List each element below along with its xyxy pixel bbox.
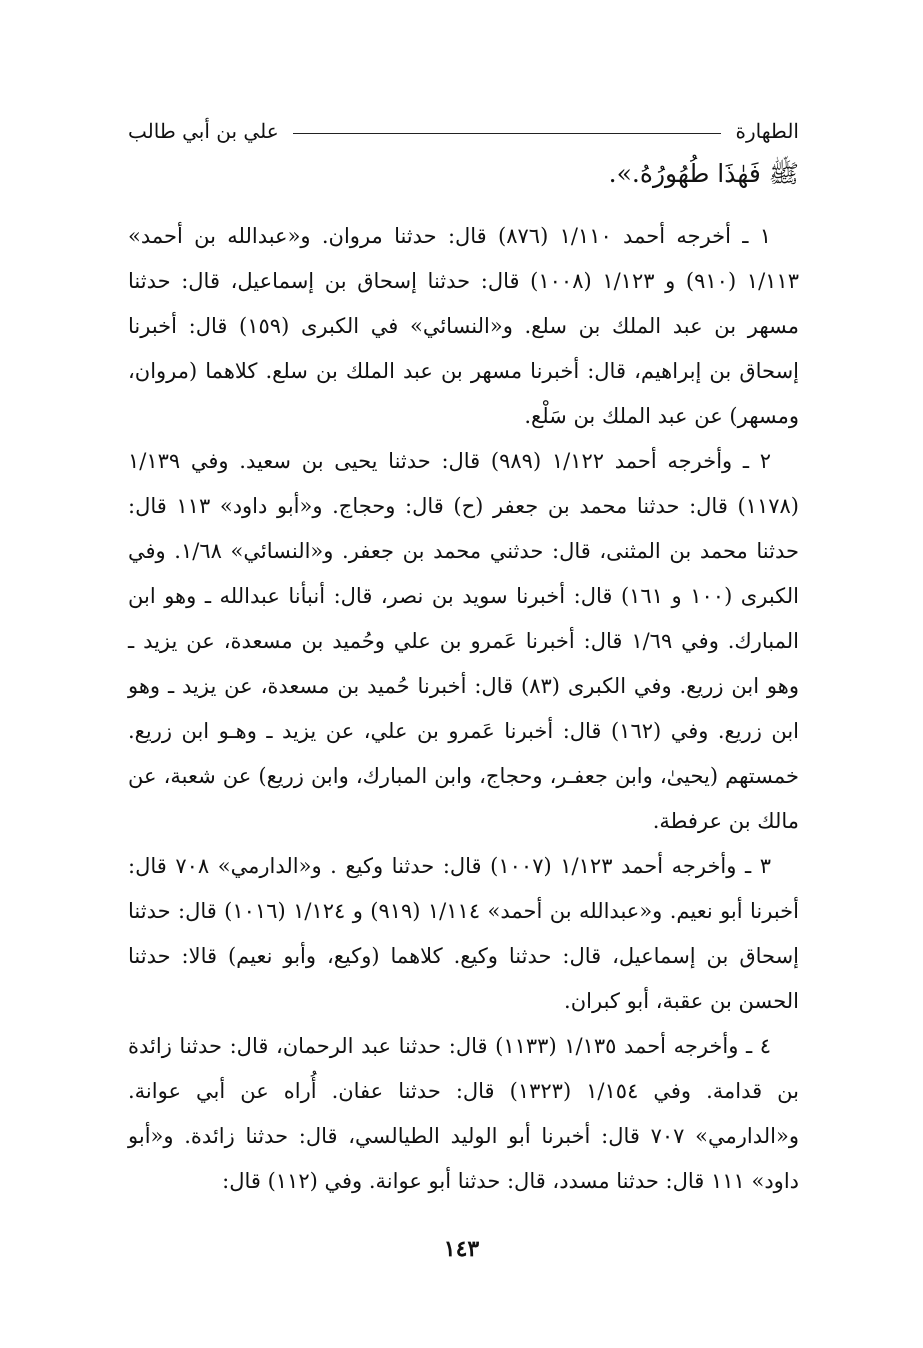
header-book-title: علي بن أبي طالب [128,119,279,143]
footnote-4: ٤ ـ وأخرجه أحمد ١/١٣٥ (١١٣٣) قال: حدثنا عبد الرحمان، قال: حدثنا زائدة بن قدامة. وفي ١/١٥٤ (١٣٢٣) قال: حدثنا عفان. أُراه عن أبي عوانة. و«الدارمي» ٧٠٧ قال: أخبرنا أبو الوليد الطيالسي، قال: حدثنا زائدة. و«أبو داود» ١١١ قال: حدثنا مسدد، قال: حدثنا أبو عوانة. وفي (١١٢) قال: [128,1034,799,1193]
footnote-1: ١ ـ أخرجه أحمد ١/١١٠ (٨٧٦) قال: حدثنا مروان. و«عبدالله بن أحمد» ١/١١٣ (٩١٠) و ١/١٢٣ (١٠٠٨) قال: حدثنا إسحاق بن إسماعيل، قال: حدثنا مسهر بن عبد الملك بن سلع. و«النسائي» في الكبرى (١٥٩) قال: أخبرنا إسحاق بن إبراهيم، قال: أخبرنا مسهر بن عبد الملك بن سلع. كلاهما (مروان، ومسهر) عن عبد الملك بن سَلْع. [128,224,799,428]
footnotes [128,214,799,1204]
footnote-3: ٣ ـ وأخرجه أحمد ١/١٢٣ (١٠٠٧) قال: حدثنا وكيع . و«الدارمي» ٧٠٨ قال: أخبرنا أبو نعيم. و«عبدالله بن أحمد» ١/١١٤ (٩١٩) و ١/١٢٤ (١٠١٦) قال: حدثنا إسحاق بن إسماعيل، قال: حدثنا وكيع. كلاهما (وكيع، وأبو نعيم) قالا: حدثنا الحسن بن عقبة، أبو كبران. [128,854,799,1013]
hadith-continuation: ﷺ فَهٰذَا طُهُورُهُ.». [608,159,799,188]
footnote-2: ٢ ـ وأخرجه أحمد ١/١٢٢ (٩٨٩) قال: حدثنا يحيى بن سعيد. وفي ١/١٣٩ (١١٧٨) قال: حدثنا محمد بن جعفر (ح) قال: وحجاج. و«أبو داود» ١١٣ قال: حدثنا محمد بن المثنى، قال: حدثني محمد بن جعفر. و«النسائي» ١/٦٨. وفي الكبرى (١٠٠ و ١٦١) قال: أخبرنا سويد بن نصر، قال: أنبأنا عبدالله ـ وهو ابن المبارك. وفي ١/٦٩ قال: أخبرنا عَمرو بن علي وحُميد بن مسعدة، عن يزيد ـ وهو ابن زريع. وفي الكبرى (٨٣) قال: أخبرنا حُميد بن مسعدة، عن يزيد ـ وهو ابن زريع. وفي (١٦٢) قال: أخبرنا عَمرو بن علي، عن يزيد ـ وهـو ابن زريع. خمستهم (يحيىٰ، وابن جعفـر، وحجاج، وابن المبارك، وابن زريع) عن شعبة، عن مالك بن عرفطة. [128,449,800,833]
running-header [128,116,799,146]
header-rule [293,133,722,134]
page-number: ١٤٣ [443,1236,480,1262]
header-section-title: الطهارة [735,119,799,143]
